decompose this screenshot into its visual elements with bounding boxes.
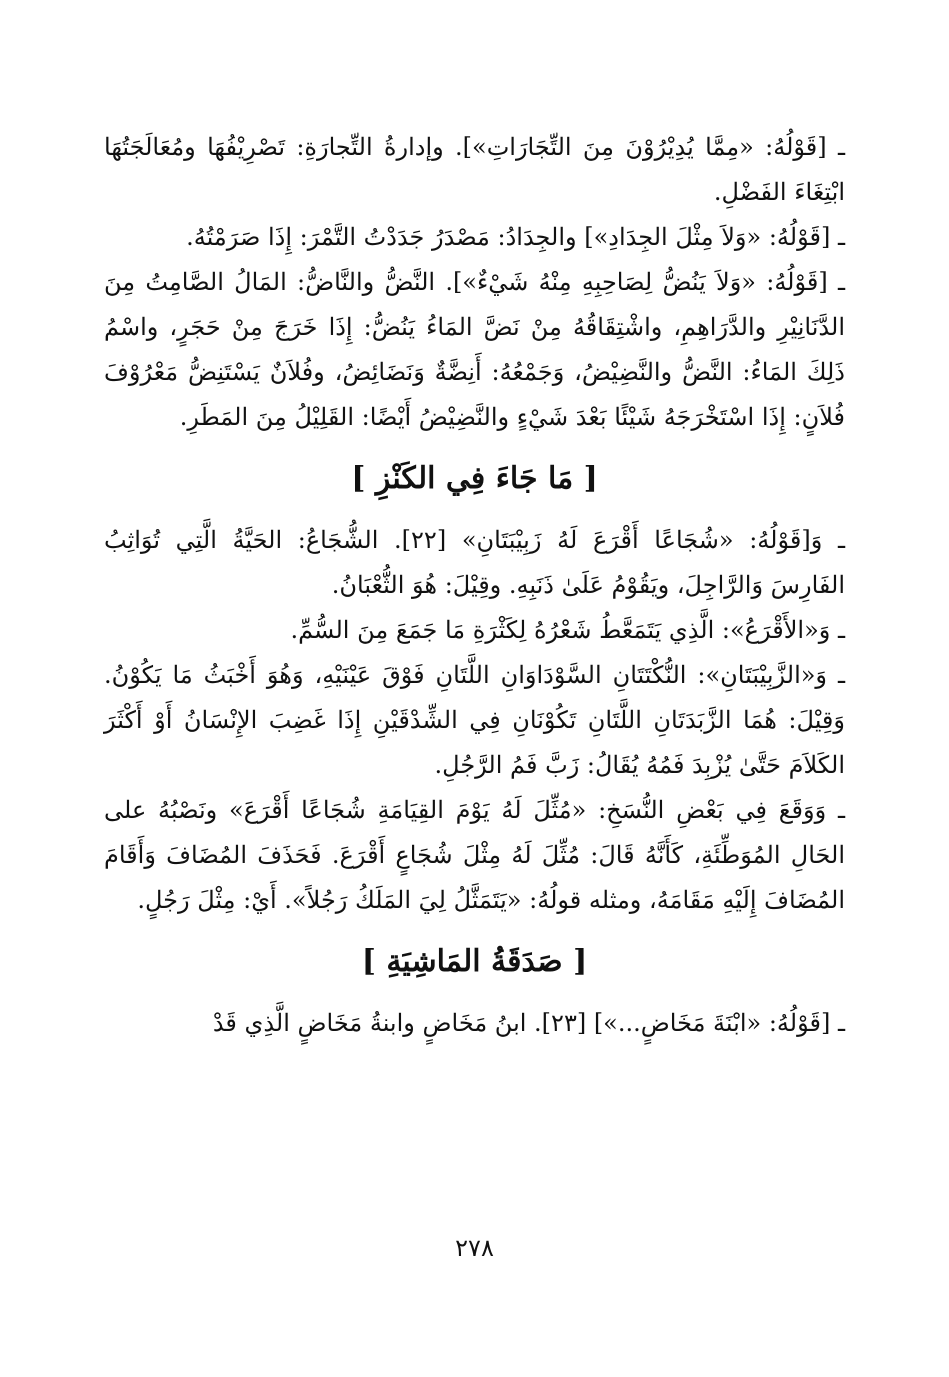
- section-heading-mashiya: [ صَدَقَةُ المَاشِيَةِ ]: [361, 944, 588, 979]
- paragraph-jidad: ـ [قَوْلُهُ: «وَلاَ مِثْلَ الجِدَادِ»] والجِدَادُ: مَصْدَرُ جَدَدْتُ التَّمْرَ: إِذَا صَرَمْتُهُ.: [186, 223, 845, 251]
- paragraph-shujaa: ـ وَ[قَوْلُهُ: «شُجَاعًا أَقْرَعَ لَهُ زَبِيْبَتَانِ» [٢٢]. الشُّجَاعُ: الحَيَّةُ الَّتِي تُوَاثِبُ الفَارِسَ وَالرَّاجِلَ، ويَقُوْمُ عَلَىٰ ذَنَبِهِ. وقِيْلَ: هُوَ الثُّعْبَانُ.: [104, 526, 845, 599]
- paragraph-aqra: ـ وَ«الأَقْرَعُ»: الَّذِي يَتَمَعَّطُ شَعْرُهُ لِكَثْرَةِ مَا جَمَعَ مِنَ السُّمِّ.: [290, 616, 845, 644]
- page-number: ٢٧٨: [455, 1234, 494, 1262]
- paragraph-tijarat: ـ [قَوْلُهُ: «مِمَّا يُدِيْرُوْنَ مِنَ التِّجَارَاتِ»]. وإدارةُ التِّجارَةِ: تَصْرِيْفُهَا ومُعَالَجَتُهَا ابْتِغَاءَ الفَضْلِ.: [104, 133, 845, 206]
- section-heading-kanz: [ مَا جَاءَ فِي الكَنْزِ ]: [351, 461, 598, 496]
- paragraph-nadd: ـ [قَوْلُهُ: «وَلاَ يَنُضُّ لِصَاحِبِهِ مِنْهُ شَيْءٌ»]. النَّضُّ والنَّاضُّ: المَالُ الصَّامِتُ مِنَ الدَّنَانِيْرِ والدَّرَاهِمِ، واشْتِقَاقُهُ مِنْ نَضَّ المَاءُ يَنُضُّ: إِذَا خَرَجَ مِنْ حَجَرٍ، واسْمُ ذَلِكَ المَاءُ: النَّضُّ والنَّضِيْضُ، وَجَمْعُهُ: أَنِضَّةٌ وَنَضَائِضُ، وفُلاَنٌ يَسْتَنِضُّ مَعْرُوْفَ فُلاَنٍ: إِذَا اسْتَخْرَجَهُ شَيْئًا بَعْدَ شَيْءٍ والنَّضِيْضُ أَيْضًا: القَلِيْلُ مِنَ المَطَرِ.: [104, 268, 845, 431]
- paragraph-nusakh: ـ وَوَقَعَ فِي بَعْضِ النُّسَخِ: «مُثِّلَ لَهُ يَوْمَ القِيَامَةِ شُجَاعًا أَقْرَعَ» ونَصْبُهُ على الحَالِ المُوَطِّئَةِ، كَأَنَّهُ قَالَ: مُثِّلَ لَهُ مِثْلَ شُجَاعٍ أَقْرَعَ. فَحَذَفَ المُضَافَ وَأَقَامَ المُضَافَ إِلَيْهِ مَقَامَهُ، ومثله قولُهُ: «يَتَمَثَّلُ لِيَ المَلَكُ رَجُلاً». أَيْ: مِثْلَ رَجُلٍ.: [104, 796, 845, 914]
- paragraph-makhad: ـ [قَوْلُهُ: «ابْنَةَ مَخَاضٍ...»] [٢٣]. ابنُ مَخَاضٍ وابنةُ مَخَاضٍ الَّذِي قَدْ: [212, 1009, 845, 1037]
- paragraph-zabibatan: ـ وَ«الزَّبِيْبَتَانِ»: النُّكْتَتَانِ السَّوْدَاوَانِ اللَّتَانِ فَوْقَ عَيْنَيْهِ، وَهُوَ أَخْبَثُ مَا يَكُوْنُ. وَقِيْلَ: هُمَا الزَّبَدَتَانِ اللَّتَانِ تَكُوْنَانِ فِي الشِّدْقَيْنِ إِذَا غَضِبَ الإِنْسَانُ أَوْ أَكْثَرَ الكَلاَمَ حَتَّىٰ يُزْبِدَ فَمُهُ يُقَالُ: زَبَّ فَمُ الرَّجُلِ.: [104, 661, 845, 779]
